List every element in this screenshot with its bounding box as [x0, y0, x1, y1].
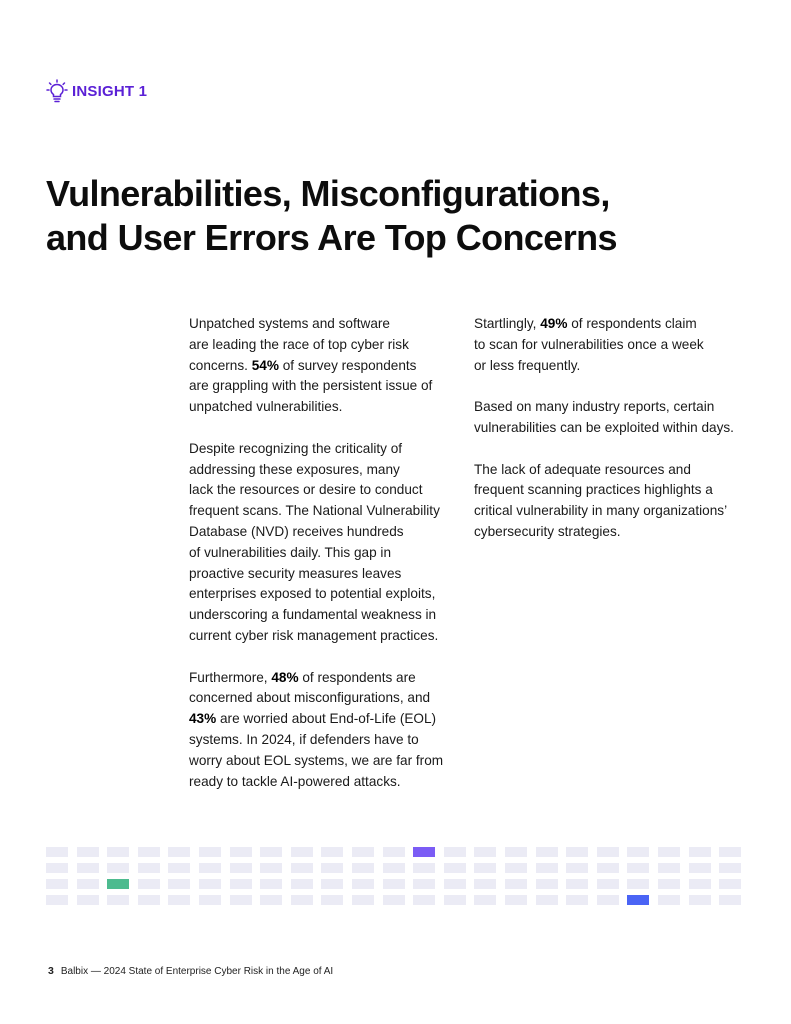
text-line: Database (NVD) receives hundreds: [189, 523, 404, 539]
grid-tile: [138, 863, 160, 873]
grid-tile: [260, 863, 282, 873]
grid-tile: [658, 847, 680, 857]
grid-tile: [689, 895, 711, 905]
grid-tile: [138, 879, 160, 889]
grid-tile: [413, 863, 435, 873]
grid-tile: [444, 847, 466, 857]
grid-tile: [689, 863, 711, 873]
grid-tile: [199, 847, 221, 857]
grid-tile: [46, 879, 68, 889]
grid-tile: [321, 863, 343, 873]
grid-tile: [444, 895, 466, 905]
grid-tile: [168, 863, 190, 873]
grid-tile: [689, 847, 711, 857]
text-line: proactive security measures leaves: [189, 565, 402, 581]
grid-tile: [260, 895, 282, 905]
grid-tile: [658, 895, 680, 905]
grid-tile: [107, 863, 129, 873]
grid-tile: [505, 895, 527, 905]
grid-tile: [474, 847, 496, 857]
grid-tile: [413, 895, 435, 905]
text-line: lack the resources or desire to conduct: [189, 482, 423, 498]
grid-tile: [107, 847, 129, 857]
grid-tile: [199, 879, 221, 889]
grid-tile: [536, 895, 558, 905]
text-line: underscoring a fundamental weakness in: [189, 607, 437, 623]
text-line: frequent scans. The National Vulnerability: [189, 503, 440, 519]
grid-tile: [352, 879, 374, 889]
stat-highlight: 48%: [271, 669, 299, 685]
text-line: Furthermore, 48% of respondents are: [189, 669, 416, 685]
text-line: or less frequently.: [474, 357, 581, 373]
paragraph: [474, 314, 764, 376]
paragraph: [189, 314, 469, 418]
grid-tile: [658, 879, 680, 889]
text-line: 43% are worried about End-of-Life (EOL): [189, 711, 437, 727]
text-line: are grappling with the persistent issue of: [189, 378, 433, 394]
text-line: The lack of adequate resources and: [474, 461, 691, 477]
text-line: systems. In 2024, if defenders have to: [189, 731, 419, 747]
grid-tile: [199, 863, 221, 873]
grid-tile: [168, 847, 190, 857]
grid-tile: [77, 895, 99, 905]
grid-tile: [291, 863, 313, 873]
grid-tile: [536, 847, 558, 857]
grid-tile: [566, 879, 588, 889]
grid-tile: [77, 863, 99, 873]
grid-tile: [597, 895, 619, 905]
grid-tile: [230, 895, 252, 905]
grid-tile: [536, 863, 558, 873]
grid-tile: [658, 863, 680, 873]
grid-tile: [383, 863, 405, 873]
text-line: Unpatched systems and software: [189, 316, 390, 331]
grid-tile: [383, 879, 405, 889]
text-line: unpatched vulnerabilities.: [189, 399, 343, 415]
grid-tile: [505, 847, 527, 857]
paragraph: [474, 397, 764, 439]
insight-label: INSIGHT 1: [72, 82, 148, 100]
paragraph: [189, 439, 469, 647]
page-title: [46, 172, 746, 260]
grid-tile: [719, 895, 741, 905]
grid-tile: [719, 879, 741, 889]
grid-tile: [352, 847, 374, 857]
grid-tile: [505, 879, 527, 889]
grid-tile: [291, 879, 313, 889]
grid-tile: [383, 847, 405, 857]
grid-tile: [444, 879, 466, 889]
grid-tile: [689, 879, 711, 889]
text-line: enterprises exposed to potential exploits,: [189, 586, 436, 602]
grid-tile: [505, 863, 527, 873]
text-line: concerns. 54% of survey respondents: [189, 357, 417, 373]
grid-tile: [627, 863, 649, 873]
text-line: vulnerabilities can be exploited within days.: [474, 419, 734, 435]
title-line: Vulnerabilities, Misconfigurations,: [46, 173, 610, 214]
text-line: current cyber risk management practices.: [189, 627, 439, 643]
text-line: addressing these exposures, many: [189, 461, 400, 477]
text-line: to scan for vulnerabilities once a week: [474, 336, 704, 352]
paragraph: [189, 668, 469, 793]
grid-tile: [138, 847, 160, 857]
grid-tile: [474, 863, 496, 873]
text-line: Startlingly, 49% of respondents claim: [474, 316, 697, 331]
grid-tile: [566, 895, 588, 905]
grid-tile: [383, 895, 405, 905]
right-column: [474, 314, 764, 564]
grid-tile: [321, 847, 343, 857]
grid-tile: [107, 895, 129, 905]
grid-tile: [566, 847, 588, 857]
grid-tile: [260, 879, 282, 889]
grid-tile: [46, 895, 68, 905]
stat-highlight: 43%: [189, 711, 217, 727]
text-line: ready to tackle AI-powered attacks.: [189, 773, 401, 789]
grid-tile: [413, 847, 435, 857]
grid-tile: [260, 847, 282, 857]
grid-tile: [352, 895, 374, 905]
grid-tile: [719, 847, 741, 857]
grid-tile: [168, 895, 190, 905]
grid-tile: [321, 879, 343, 889]
grid-tile: [536, 879, 558, 889]
insight-header: [46, 79, 147, 103]
text-line: concerned about misconfigurations, and: [189, 690, 431, 706]
grid-tile: [230, 847, 252, 857]
grid-tile: [77, 879, 99, 889]
text-line: of vulnerabilities daily. This gap in: [189, 544, 392, 560]
grid-tile: [230, 863, 252, 873]
text-line: frequent scanning practices highlights a: [474, 482, 713, 498]
grid-tile: [321, 895, 343, 905]
grid-tile: [597, 863, 619, 873]
page-footer: [48, 965, 333, 977]
grid-tile: [719, 863, 741, 873]
grid-tile: [627, 879, 649, 889]
text-line: are leading the race of top cyber risk: [189, 336, 409, 352]
grid-tile: [46, 847, 68, 857]
text-line: worry about EOL systems, we are far from: [189, 752, 444, 768]
grid-tile: [627, 847, 649, 857]
stat-highlight: 49%: [540, 316, 568, 331]
title-line: and User Errors Are Top Concerns: [46, 217, 617, 258]
grid-tile: [627, 895, 649, 905]
text-line: Despite recognizing the criticality of: [189, 440, 403, 456]
grid-tile: [199, 895, 221, 905]
grid-tile: [230, 879, 252, 889]
grid-tile: [413, 879, 435, 889]
grid-tile: [168, 879, 190, 889]
grid-tile: [474, 879, 496, 889]
lightbulb-icon: [46, 79, 68, 103]
grid-tile: [138, 895, 160, 905]
paragraph: [474, 460, 764, 543]
grid-tile: [566, 863, 588, 873]
text-line: Based on many industry reports, certain: [474, 399, 715, 415]
footer-text: Balbix — 2024 State of Enterprise Cyber Risk in the Age of AI: [60, 966, 334, 977]
text-line: critical vulnerability in many organizations’: [474, 503, 728, 519]
grid-tile: [291, 895, 313, 905]
text-line: cybersecurity strategies.: [474, 523, 621, 539]
stat-highlight: 54%: [251, 357, 279, 373]
grid-tile: [291, 847, 313, 857]
left-column: [189, 314, 469, 813]
grid-tile: [474, 895, 496, 905]
grid-tile: [46, 863, 68, 873]
page-number: 3: [48, 965, 54, 977]
grid-tile: [352, 863, 374, 873]
grid-tile: [77, 847, 99, 857]
grid-tile: [444, 863, 466, 873]
grid-tile: [107, 879, 129, 889]
grid-tile: [597, 879, 619, 889]
grid-tile: [597, 847, 619, 857]
